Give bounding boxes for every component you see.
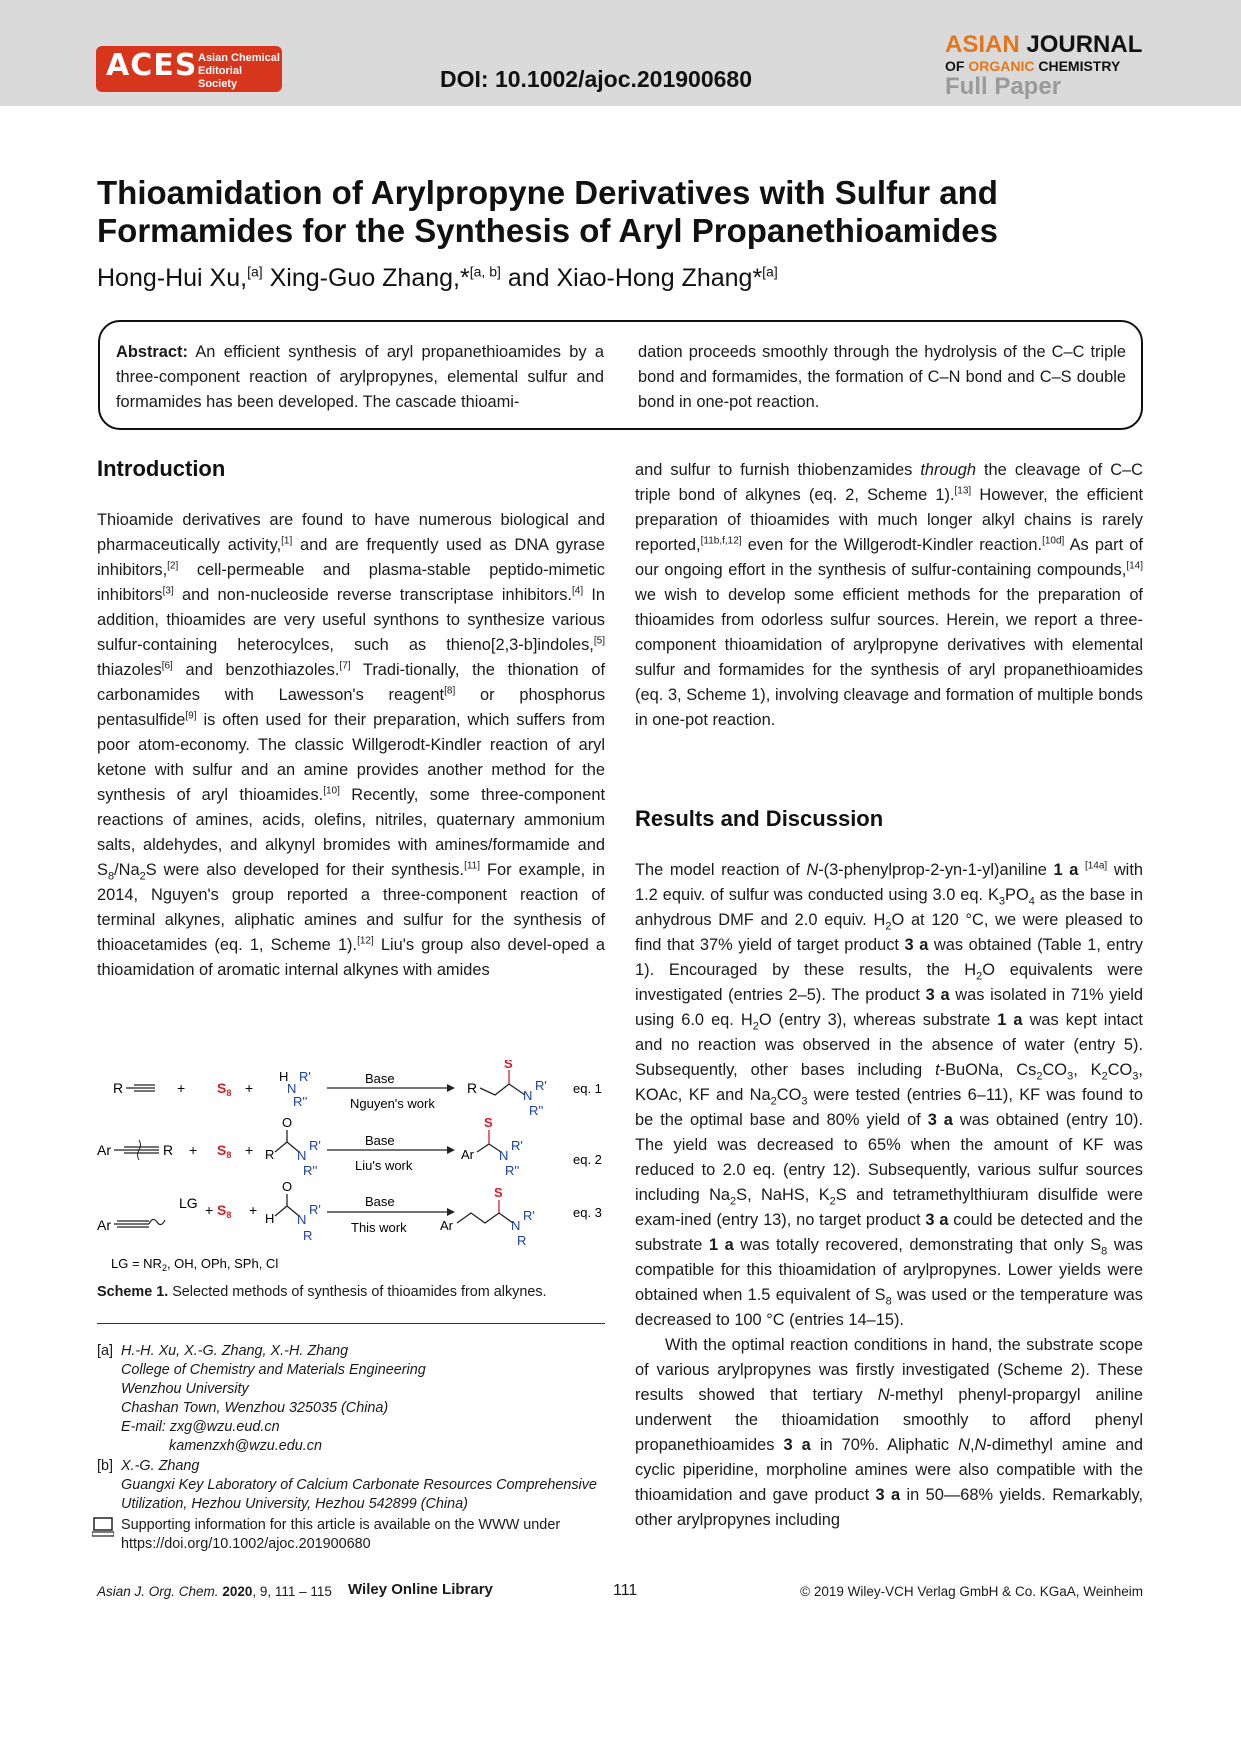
eq1-r-label: R	[113, 1080, 124, 1096]
wiley-online-library: Wiley Online Library	[348, 1581, 493, 1598]
svg-text:+: +	[245, 1142, 254, 1158]
abstract-col1: Abstract: An efficient synthesis of aryl propanethioamides by a three-component reaction of arylpropynes, elemental sulfur and formamides has been developed. The cascade thioami-	[116, 343, 604, 411]
abstract-box	[98, 320, 1143, 430]
scheme-caption: Scheme 1. Selected methods of synthesis of thioamides from alkynes.	[97, 1284, 547, 1300]
svg-text:R: R	[265, 1147, 275, 1162]
eq2-base: Base	[365, 1133, 395, 1148]
svg-text:N: N	[499, 1148, 509, 1163]
introduction-heading: Introduction	[97, 456, 226, 481]
svg-text:O: O	[282, 1179, 293, 1194]
svg-text:R': R'	[523, 1208, 535, 1223]
svg-text:Ar: Ar	[97, 1142, 111, 1158]
supporting-info-link[interactable]: https://doi.org/10.1002/ajoc.201900680	[121, 1536, 371, 1552]
svg-text:S8: $S_8$	[217, 1202, 232, 1220]
svg-text:+: +	[189, 1142, 198, 1158]
intro-paragraph-cont: and sulfur to furnish thiobenzamides through the cleavage of C–C triple bond of alkynes (eq. 2, Scheme 1).[13] However, the efficient preparation of thioamides with much longer alkyl chains is rarely reported,[11b,f,12] even for the Willgerodt-Kindler reaction.[10d] As part of our ongoing effort in the synthesis of sulfur-containing compounds,[14] we wish to develop some efficient methods for the preparation of thioamides from odorless sulfur sources. Herein, we report a three-component thioamidation of arylpropyne derivatives with elemental sulfur and formamides for the synthesis of aryl propanethioamides (eq. 3, Scheme 1), involving cleavage and formation of multiple bonds in one-pot reaction.	[635, 461, 1143, 729]
results-heading: Results and Discussion	[635, 806, 884, 831]
eq2-author: Liu's work	[355, 1158, 413, 1173]
svg-text:R'': R''	[505, 1163, 520, 1178]
lg-note: LG = $NR_2$, OH, OPh, SPh, Cl	[111, 1256, 279, 1273]
svg-text:N: N	[287, 1081, 297, 1096]
svg-text:H: H	[265, 1211, 275, 1226]
svg-text:+: +	[177, 1080, 186, 1096]
svg-text:R': R'	[511, 1138, 523, 1153]
svg-text:R': R'	[535, 1078, 547, 1093]
svg-text:N: N	[511, 1218, 521, 1233]
journal-logo: ASIAN JOURNAL OF ORGANIC CHEMISTRY Full Paper	[945, 32, 1145, 100]
copyright: © 2019 Wiley-VCH Verlag GmbH & Co. KGaA, Weinheim	[800, 1584, 1143, 1599]
svg-text:N: N	[523, 1088, 533, 1103]
eq3-base: Base	[365, 1194, 395, 1209]
results-paragraph: The model reaction of N-(3-phenylprop-2-yn-1-yl)aniline 1 a [14a] with 1.2 equiv. of sulfur was conducted using 3.0 eq. $K_3PO_4$ as the base in anhydrous DMF and 2.0 equiv. $H_2O$ at 120 °C, we were pleased to find that 37% yield of target product 3 a was obtained (Table 1, entry 1). Encouraged by these results, the $H_2O$ equivalents were investigated (entries 2–5). The product 3 a was isolated in 71% yield using 6.0 eq. $H_2O$ (entry 3), whereas substrate 1 a was kept intact and no reaction was observed in the absence of water (entry 5). Subsequently, other bases including t-BuONa, $Cs_2CO_3$, $K_2CO_3$, KOAc, KF and $Na_2CO_3$ were tested (entries 6–11), KF was found to be the optimal base and 80% yield of 3 a was obtained (entry 10). The yield was decreased to 65% when the amount of KF was reduced to 2.0 eq. (entry 12). Subsequently, various sulfur sources including $Na_2S$, NaHS, $K_2S$ and tetramethylthiuram disulfide were exam-ined (entry 13), no target product 3 a could be detected and the substrate 1 a was totally recovered, demonstrating that only $S_8$ was compatible for this thioamidation of arylpropynes. Lower yields were obtained when 1.5 equivalent of $S_8$ was used or the temperature was decreased to 100 °C (entries 14–15). With the optimal reaction conditions in hand, the substrate scope of various arylpropynes was firstly investigated (Scheme 2). These results showed that tertiary N-methyl phenyl-propargyl aniline underwent the thioamidation smoothly to afford phenyl propanethioamides 3 a in 70%. Aliphatic N,N-dimethyl amine and cyclic piperidine, morpholine amines were also compatible with the thioamidation and gave product 3 a in 50—68% yields. Remarkably, other arylpropynes including	[635, 860, 1144, 1529]
svg-text:Ar: Ar	[461, 1147, 474, 1162]
svg-text:N: N	[297, 1148, 307, 1163]
svg-text:R': R'	[309, 1202, 321, 1217]
eq3-author: This work	[351, 1220, 407, 1235]
svg-text:Ar: Ar	[97, 1217, 111, 1233]
abstract-col2: dation proceeds smoothly through the hydrolysis of the C–C triple bond and formamides, the formation of C–N bond and C–S double bond in one-pot reaction.	[638, 343, 1126, 411]
svg-text:R: R	[517, 1233, 527, 1248]
footnote-divider	[97, 1323, 605, 1324]
svg-text:+: +	[205, 1202, 214, 1218]
aces-logo: ACES Asian Chemical Editorial Society	[96, 46, 282, 92]
svg-text:R: R	[163, 1142, 174, 1158]
svg-text:R'': R''	[529, 1103, 544, 1118]
svg-text:R'': R''	[293, 1094, 308, 1109]
authors: Hong-Hui Xu,[a] Xing-Guo Zhang,*[a, b] and Xiao-Hong Zhang*[a]	[97, 263, 778, 292]
eq1-prod-r: R	[467, 1080, 478, 1096]
footer-citation: Asian J. Org. Chem. 2020, 9, 111 – 115	[97, 1584, 332, 1599]
eq3-tag: eq. 3	[573, 1205, 602, 1220]
svg-text:S: S	[484, 1115, 493, 1130]
svg-text:S: S	[504, 1060, 513, 1071]
eq1-author: Nguyen's work	[350, 1096, 435, 1111]
svg-text:R: R	[303, 1228, 313, 1243]
scheme-1-figure	[97, 1060, 605, 1275]
svg-text:H: H	[279, 1069, 289, 1084]
svg-text:Ar: Ar	[440, 1218, 453, 1233]
doi: DOI: 10.1002/ajoc.201900680	[440, 66, 753, 92]
paper-title: Thioamidation of Arylpropyne Derivatives with Sulfur and Formamides for the Synthesis of Aryl Propanethioamides	[97, 174, 998, 249]
svg-text:R': R'	[309, 1138, 321, 1153]
svg-text:+: +	[245, 1080, 254, 1096]
article-type: Full Paper	[945, 73, 1062, 100]
page-number: 111	[613, 1582, 638, 1599]
intro-paragraph: Thioamide derivatives are found to have numerous biological and pharmaceutically activity,[1] and are frequently used as DNA gyrase inhibitors,[2] cell-permeable and plasma-stable peptido-mimetic inhibitors[3] and non-nucleoside reverse transcriptase inhibitors.[4] In addition, thioamides are very useful synthons to synthesize various sulfur-containing heterocylces, such as thieno[2,3-b]indoles,[5] thiazoles[6] and benzothiazoles.[7] Tradi-tionally, the thionation of carbonamides with Lawesson's reagent[8] or phosphorus pentasulfide[9] is often used for their preparation, which suffers from poor atom-economy. The classic Willgerodt-Kindler reaction of aryl ketone with sulfur and an amine provides another method for the synthesis of aryl thioamides.[10] Recently, some three-component reactions of amines, acids, olefins, nitriles, quaternary ammonium salts, aldehydes, and alkynyl bromides with amines/formamide and $S_8/Na_2S$ were also developed for their synthesis.[11] For example, in 2014, Nguyen's group reported a three-component reaction of terminal alkynes, aliphatic amines and sulfur for the synthesis of thioacetamides (eq. 1, Scheme 1).[12] Liu's group also devel-oped a thioamidation of aromatic internal alkynes with amides	[97, 511, 606, 979]
eq1-tag: eq. 1	[573, 1081, 602, 1096]
svg-text:S: S	[494, 1185, 503, 1200]
eq2-tag: eq. 2	[573, 1152, 602, 1167]
computer-icon	[92, 1517, 114, 1537]
svg-text:+: +	[249, 1202, 258, 1218]
eq1-base: Base	[365, 1071, 395, 1086]
svg-text:S8: $S_8$	[217, 1142, 232, 1160]
svg-text:O: O	[282, 1115, 293, 1130]
eq1-s8: $S_8$	[217, 1080, 232, 1098]
svg-text:R': R'	[299, 1069, 311, 1084]
svg-text:R'': R''	[303, 1163, 318, 1178]
svg-text:N: N	[297, 1212, 307, 1227]
svg-text:LG: LG	[179, 1195, 198, 1211]
